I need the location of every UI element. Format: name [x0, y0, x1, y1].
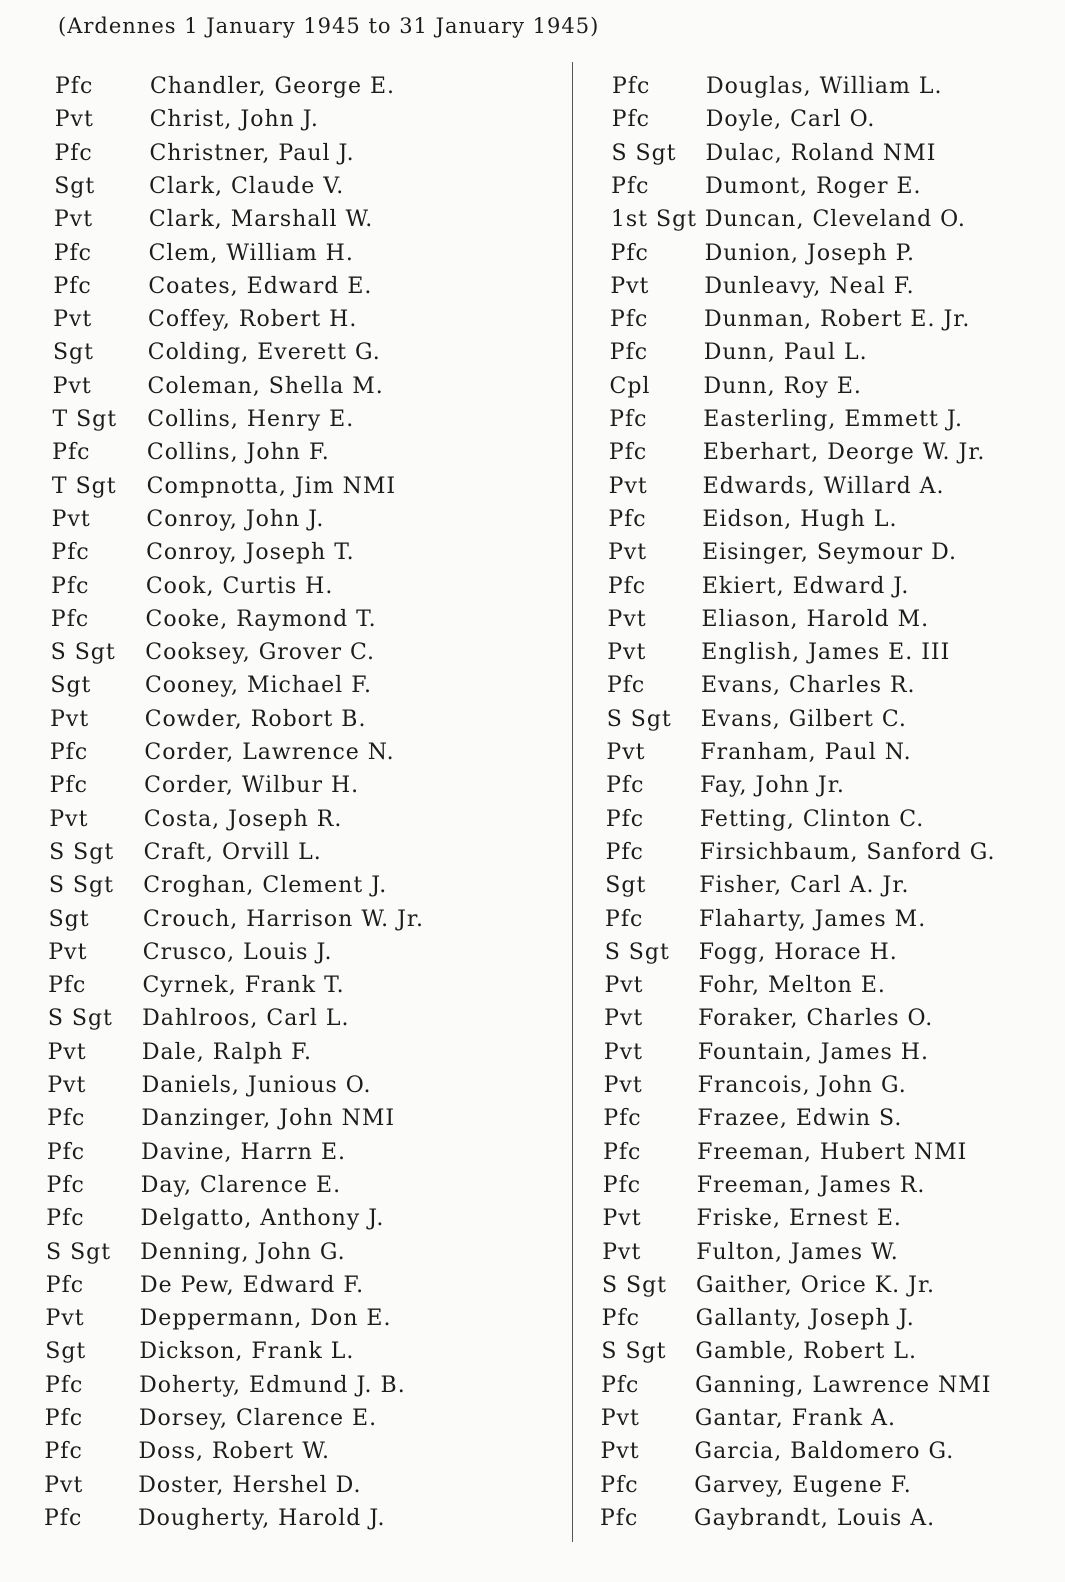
soldier-name: Friske, Ernest E. [696, 1206, 902, 1232]
rank: Sgt [45, 1339, 87, 1365]
rank: Pfc [608, 440, 648, 466]
rank: Pfc [44, 1406, 84, 1431]
soldier-name: Dumont, Roger E. [705, 173, 922, 199]
rank: Pvt [53, 207, 94, 233]
rank: S Sgt [611, 140, 677, 166]
soldier-name: Eberhart, Deorge W. Jr. [702, 440, 986, 466]
rank: Pfc [608, 506, 647, 532]
rank: Pvt [54, 107, 94, 133]
soldier-name: Collins, Henry E. [147, 407, 355, 432]
rank: Pvt [45, 1306, 85, 1332]
page-title: (Ardennes 1 January 1945 to 31 January 1945) [58, 14, 600, 38]
rank: Pfc [50, 606, 90, 632]
soldier-name: Compnotta, Jim NMI [146, 473, 397, 499]
rank: Pvt [53, 307, 93, 333]
column-divider [572, 62, 573, 1542]
soldier-name: Doster, Hershel D. [138, 1472, 362, 1498]
rank: Pfc [53, 273, 92, 299]
rank: Pfc [53, 240, 92, 266]
soldier-name: Fisher, Carl A. Jr. [699, 873, 910, 899]
soldier-name: Fohr, Melton E. [698, 973, 886, 999]
soldier-name: Garcia, Baldomero G. [694, 1439, 955, 1465]
rank: Pfc [51, 540, 90, 566]
rank: Pvt [603, 1073, 643, 1098]
rank: Pfc [52, 440, 91, 466]
soldier-name: Coleman, Shella M. [147, 373, 384, 399]
rank: Pvt [47, 1073, 87, 1098]
rank: Sgt [52, 340, 94, 366]
soldier-name: Dahlroos, Carl L. [142, 1006, 350, 1032]
soldier-name: Eisinger, Seymour D. [702, 540, 958, 566]
rank: Pvt [607, 606, 647, 632]
soldier-name: Ganning, Lawrence NMI [695, 1372, 992, 1398]
soldier-name: Deppermann, Don E. [139, 1306, 392, 1332]
soldier-name: Fay, John Jr. [700, 773, 845, 799]
rank: S Sgt [50, 640, 116, 666]
soldier-name: Dunleavy, Neal F. [704, 273, 915, 299]
soldier-name: Easterling, Emmett J. [703, 407, 963, 432]
rank: Pvt [606, 740, 646, 765]
soldier-name: Douglas, William L. [706, 74, 943, 99]
rank: Pfc [49, 740, 89, 765]
rank: Pvt [608, 540, 648, 566]
soldier-name: Eliason, Harold M. [701, 606, 930, 632]
rank: Pvt [50, 706, 90, 732]
rank: Pfc [601, 1372, 640, 1398]
soldier-name: Cook, Curtis H. [145, 573, 334, 599]
soldier-name: Gaybrandt, Louis A. [694, 1505, 936, 1531]
soldier-name: Chandler, George E. [150, 74, 396, 99]
soldier-name: Franham, Paul N. [700, 740, 912, 765]
rank: S Sgt [604, 939, 670, 965]
rank: Pvt [604, 973, 644, 999]
rank: Pfc [54, 140, 93, 166]
rank: Cpl [609, 373, 651, 399]
rank: S Sgt [601, 1339, 667, 1365]
rank: Pfc [611, 173, 650, 199]
soldier-name: Doss, Robert W. [138, 1439, 331, 1465]
soldier-name: Evans, Gilbert C. [700, 706, 907, 732]
rank: Sgt [48, 906, 90, 932]
rank: Pvt [608, 473, 648, 499]
rank: Pvt [602, 1206, 642, 1232]
soldier-name: Flaharty, James M. [699, 906, 927, 932]
rank: Pfc [610, 240, 649, 266]
rank: Sgt [50, 673, 92, 699]
rank: Pvt [602, 1239, 642, 1265]
rank: Pfc [49, 773, 88, 799]
rank: Pvt [600, 1406, 640, 1431]
soldier-name: Danzinger, John NMI [141, 1106, 396, 1132]
soldier-name: Fountain, James H. [697, 1039, 929, 1065]
soldier-name: Garvey, Eugene F. [694, 1472, 912, 1498]
soldier-name: Edwards, Willard A. [702, 473, 945, 499]
rank: T Sgt [52, 407, 118, 432]
rank: Pfc [610, 307, 649, 333]
soldier-name: Gaither, Orice K. Jr. [695, 1272, 936, 1298]
rank: Pfc [55, 74, 94, 99]
soldier-name: Christner, Paul J. [149, 140, 355, 166]
rank: S Sgt [49, 839, 115, 865]
soldier-name: Fulton, James W. [696, 1239, 899, 1265]
rank: Pfc [609, 407, 648, 432]
soldier-name: Delgatto, Anthony J. [140, 1206, 385, 1232]
rank: Pvt [47, 1039, 87, 1065]
soldier-name: Day, Clarence E. [140, 1172, 342, 1198]
soldier-name: Christ, John J. [149, 107, 319, 133]
soldier-name: Gallanty, Joseph J. [695, 1306, 915, 1332]
soldier-name: Costa, Joseph R. [143, 806, 343, 832]
soldier-name: Cowder, Robort B. [144, 706, 367, 732]
rank: Pfc [611, 107, 650, 133]
rank: Pfc [605, 806, 645, 832]
rank: Pfc [606, 773, 645, 799]
rank: T Sgt [51, 473, 117, 499]
rank: Sgt [54, 173, 96, 199]
rank: S Sgt [601, 1272, 668, 1298]
soldier-name: Gamble, Robert L. [695, 1339, 917, 1365]
rank: Pfc [45, 1272, 85, 1298]
soldier-name: Dorsey, Clarence E. [138, 1406, 378, 1431]
soldier-name: Coffey, Robert H. [148, 307, 358, 333]
soldier-name: Dickson, Frank L. [139, 1339, 355, 1365]
soldier-name: Dunion, Joseph P. [704, 240, 915, 266]
rank: Pvt [600, 1439, 640, 1465]
soldier-name: Croghan, Clement J. [143, 873, 388, 899]
rank: Pfc [600, 1472, 639, 1498]
soldier-name: Dougherty, Harold J. [138, 1505, 386, 1531]
rank: Pvt [51, 506, 91, 532]
soldier-name: Cooke, Raymond T. [145, 606, 377, 632]
soldier-name: Duncan, Cleveland O. [704, 207, 966, 233]
soldier-name: Daniels, Junious O. [141, 1073, 372, 1098]
soldier-name: Corder, Wilbur H. [144, 773, 360, 799]
rank: Pvt [52, 373, 92, 399]
rank: Pvt [44, 1472, 84, 1498]
soldier-name: Clark, Marshall W. [148, 207, 374, 233]
soldier-name: Evans, Charles R. [700, 673, 916, 699]
soldier-name: Craft, Orvill L. [143, 839, 322, 865]
soldier-name: Conroy, John J. [146, 506, 325, 532]
soldier-name: Clem, William H. [148, 240, 354, 266]
soldier-name: Dunn, Paul L. [703, 340, 868, 366]
soldier-name: Ekiert, Edward J. [701, 573, 910, 599]
rank: Pfc [601, 1306, 640, 1332]
rank: S Sgt [606, 706, 672, 732]
rank: Pvt [49, 806, 89, 832]
rank: Pfc [46, 1172, 85, 1198]
rank: Pfc [605, 906, 644, 932]
rank: Sgt [605, 873, 647, 899]
soldier-name: Crouch, Harrison W. Jr. [143, 906, 424, 932]
rank: Pfc [46, 1206, 85, 1232]
rank: Pfc [602, 1172, 642, 1198]
rank: Pfc [600, 1505, 639, 1531]
soldier-name: Fetting, Clinton C. [699, 806, 925, 832]
soldier-name: Dale, Ralph F. [141, 1039, 313, 1065]
soldier-name: Freeman, Hubert NMI [697, 1139, 968, 1165]
soldier-name: De Pew, Edward F. [139, 1272, 365, 1298]
rank: Pfc [48, 973, 87, 999]
soldier-name: Eidson, Hugh L. [702, 506, 898, 532]
soldier-name: Freeman, James R. [696, 1172, 926, 1198]
soldier-name: Cooksey, Grover C. [145, 640, 376, 666]
soldier-name: Collins, John F. [146, 440, 330, 466]
soldier-name: Conroy, Joseph T. [146, 540, 355, 566]
rank: Pfc [603, 1139, 642, 1165]
soldier-name: Davine, Harrn E. [141, 1139, 347, 1165]
rank: Pvt [610, 273, 650, 299]
rank: Pfc [44, 1439, 83, 1465]
rank: Pfc [51, 573, 90, 599]
soldier-name: Dunman, Robert E. Jr. [704, 307, 971, 333]
rank: S Sgt [48, 873, 114, 899]
rank: Pfc [606, 673, 646, 699]
soldier-name: Frazee, Edwin S. [697, 1106, 903, 1132]
rank: Pfc [605, 839, 644, 865]
soldier-name: Dunn, Roy E. [703, 373, 862, 399]
rank: Pfc [45, 1372, 84, 1398]
soldier-name: English, James E. III [701, 640, 951, 666]
soldier-name: Gantar, Frank A. [694, 1406, 897, 1431]
soldier-name: Denning, John G. [140, 1239, 346, 1265]
soldier-name: Foraker, Charles O. [698, 1006, 934, 1032]
soldier-name: Corder, Lawrence N. [144, 740, 395, 765]
soldier-name: Dulac, Roland NMI [705, 140, 937, 166]
soldier-name: Doherty, Edmund J. B. [139, 1372, 406, 1398]
rank: Pvt [603, 1039, 643, 1065]
rank: S Sgt [46, 1239, 112, 1265]
soldier-name: Firsichbaum, Sanford G. [699, 839, 996, 865]
rank: Pfc [603, 1106, 642, 1132]
rank: Pfc [46, 1139, 86, 1165]
rank: Pvt [48, 939, 88, 965]
rank: 1st Sgt [610, 207, 697, 233]
rank: Pfc [607, 573, 647, 599]
soldier-name: Doyle, Carl O. [705, 107, 876, 133]
soldier-name: Colding, Everett G. [147, 340, 381, 366]
soldier-name: Crusco, Louis J. [142, 939, 333, 965]
rank: Pfc [612, 74, 651, 99]
rank: Pvt [607, 640, 647, 666]
soldier-name: Cooney, Michael F. [144, 673, 373, 699]
rank: Pfc [44, 1505, 83, 1531]
soldier-name: Francois, John G. [697, 1073, 907, 1098]
rank: S Sgt [47, 1006, 113, 1032]
soldier-name: Cyrnek, Frank T. [142, 973, 345, 999]
soldier-name: Clark, Claude V. [149, 173, 345, 199]
soldier-name: Coates, Edward E. [148, 273, 373, 299]
rank: Pfc [47, 1106, 86, 1132]
rank: Pfc [609, 340, 649, 366]
rank: Pvt [604, 1006, 644, 1032]
soldier-name: Fogg, Horace H. [698, 939, 898, 965]
